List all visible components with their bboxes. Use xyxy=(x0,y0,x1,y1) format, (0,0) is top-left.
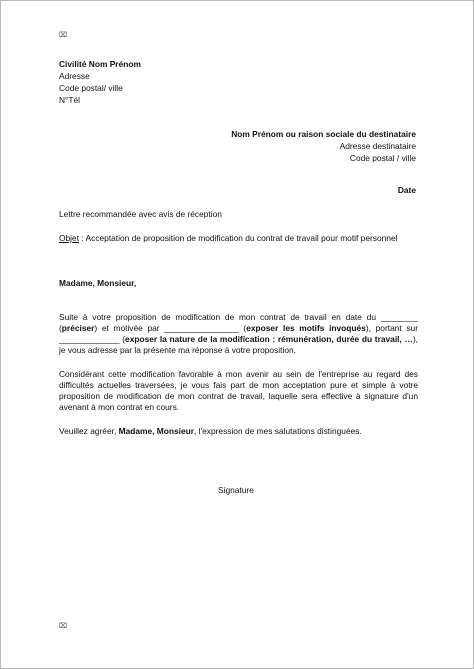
salutation: Madame, Monsieur, xyxy=(59,278,137,288)
closing-formula xyxy=(59,426,362,437)
sender-postal: Code postal/ ville xyxy=(59,83,123,93)
recipient-address: Adresse destinataire xyxy=(339,141,416,151)
paragraph-text: ), portant sur _____________ ( xyxy=(59,322,419,344)
recipient-postal: Code postal / ville xyxy=(349,153,416,163)
paragraph-text: ) et motivée par ________________ ( xyxy=(94,322,247,333)
checkbox-mark-icon: ⌧ xyxy=(59,623,68,630)
closing-text: , l'expression de mes salutations distinguées. xyxy=(194,426,362,436)
checkbox-mark-icon: ⌧ xyxy=(59,32,68,39)
signature-label: Signature xyxy=(218,485,254,495)
paragraph-text: Suite à votre proposition de modification de mon contrat de travail en date du ________ ( xyxy=(59,312,418,333)
paragraph-text: ), je vous adresse par la présente ma réponse à votre proposition. xyxy=(59,333,418,355)
closing-text: Veuillez agréer, xyxy=(59,426,119,436)
sender-address: Adresse xyxy=(59,71,90,81)
paragraph-proposal xyxy=(59,312,418,356)
letter-date: Date xyxy=(397,185,416,195)
subject-label: Objet xyxy=(59,233,80,243)
delivery-mode: Lettre recommandée avec avis de réception xyxy=(59,209,222,219)
paragraph-bold: préciser xyxy=(61,322,95,333)
sender-name: Civilité Nom Prénom xyxy=(59,59,141,69)
paragraph-acceptance: Considérant cette modification favorable à mon avenir au sein de l'entreprise au regard des difficultés actuelles traversées, je vous fais part de mon acceptation pure et simple à votre proposition de modification de mon contrat de travail, laquelle sera effective à signature d'un avenant à mon contrat en cours. xyxy=(59,369,418,412)
closing-bold: Madame, Monsieur xyxy=(118,426,194,436)
paragraph-bold: exposer les motifs invoqués xyxy=(246,322,366,333)
sender-phone: N°Tél xyxy=(59,95,81,105)
subject-line xyxy=(59,233,397,244)
paragraph-bold: exposer la nature de la modification : rémunération, durée du travail, … xyxy=(125,333,413,344)
subject-text: : Acceptation de proposition de modification du contrat de travail pour motif personnel xyxy=(79,233,398,243)
recipient-name: Nom Prénom ou raison sociale du destinataire xyxy=(231,129,416,139)
